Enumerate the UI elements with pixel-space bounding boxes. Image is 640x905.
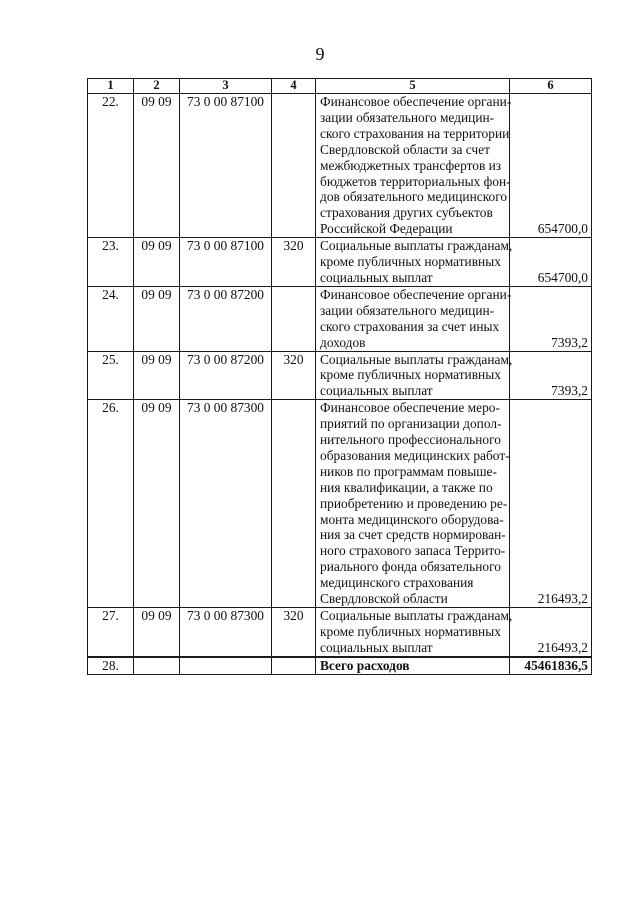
description-line: страхования других субъектов <box>320 205 493 221</box>
header-col-1: 1 <box>88 79 134 94</box>
row-number-cell: 27. <box>88 608 134 657</box>
description-cell <box>316 94 510 238</box>
table-header-row <box>88 79 592 94</box>
row-number-cell: 25. <box>88 351 134 400</box>
header-col-3: 3 <box>180 79 272 94</box>
expense-type-cell: 320 <box>272 238 316 287</box>
target-code-cell: 73 0 00 87100 <box>180 238 272 287</box>
total-row-empty-cell <box>134 657 180 674</box>
row-number-cell: 23. <box>88 238 134 287</box>
total-row-empty-cell <box>272 657 316 674</box>
description-line: социальных выплат <box>320 639 433 655</box>
description-line: зации обязательного медицин- <box>320 302 495 318</box>
description-line: приобретению и проведению ре- <box>320 495 508 511</box>
description-line: медицинского страхования <box>320 575 474 591</box>
amount-cell: 216493,2 <box>510 400 592 608</box>
description-line: ского страхования на территории <box>320 125 510 141</box>
expense-type-cell: 320 <box>272 351 316 400</box>
section-code-cell: 09 09 <box>134 351 180 400</box>
description-line: Социальные выплаты гражданам, <box>320 608 513 623</box>
description-line: кроме публичных нормативных <box>320 623 501 639</box>
header-col-5: 5 <box>316 79 510 94</box>
description-line: социальных выплат <box>320 269 433 285</box>
description-line: нительного профессионального <box>320 432 501 448</box>
amount-cell: 654700,0 <box>510 94 592 238</box>
description-line: ского страхования за счет иных <box>320 318 500 334</box>
total-row-number: 28. <box>88 657 134 674</box>
section-code-cell: 09 09 <box>134 608 180 657</box>
description-cell <box>316 238 513 287</box>
description-cell <box>316 351 513 400</box>
description-line: ного страхового запаса Террито- <box>320 543 506 559</box>
section-code-cell: 09 09 <box>134 94 180 238</box>
description-cell <box>316 400 510 608</box>
total-row <box>88 657 592 674</box>
header-col-6: 6 <box>510 79 592 94</box>
header-col-2: 2 <box>134 79 180 94</box>
section-code-cell: 09 09 <box>134 286 180 351</box>
description-line: бюджетов территориальных фон- <box>320 173 511 189</box>
description-line: ников по программам повыше- <box>320 463 497 479</box>
description-line: ния квалификации, а также по <box>320 479 493 495</box>
expense-type-cell <box>272 94 316 238</box>
amount-cell: 654700,0 <box>510 238 592 287</box>
description-line: ния за счет средств нормирован- <box>320 527 506 543</box>
description-cell <box>316 608 513 657</box>
description-line: межбюджетных трансфертов из <box>320 157 502 173</box>
description-line: социальных выплат <box>320 383 433 399</box>
table-row <box>88 94 592 238</box>
amount-cell: 216493,2 <box>510 608 592 657</box>
description-line: Свердловской области <box>320 591 448 607</box>
target-code-cell: 73 0 00 87100 <box>180 94 272 238</box>
description-line: Российской Федерации <box>320 221 453 237</box>
expense-type-cell <box>272 400 316 608</box>
header-col-4: 4 <box>272 79 316 94</box>
description-line: дов обязательного медицинского <box>320 189 508 205</box>
description-line: кроме публичных нормативных <box>320 254 501 270</box>
description-line: Финансовое обеспечение органи- <box>320 94 512 109</box>
description-line: Социальные выплаты гражданам, <box>320 238 513 254</box>
description-line: монта медицинского оборудова- <box>320 511 504 527</box>
row-number-cell: 24. <box>88 286 134 351</box>
section-code-cell: 09 09 <box>134 238 180 287</box>
expenditure-table <box>87 78 592 675</box>
total-row-amount: 45461836,5 <box>510 657 592 674</box>
description-line: образования медицинских работ- <box>320 447 510 463</box>
description-line: приятий по организации допол- <box>320 416 502 432</box>
description-line: доходов <box>320 334 366 350</box>
description-line: Свердловской области за счет <box>320 141 490 157</box>
description-line: зации обязательного медицин- <box>320 109 495 125</box>
total-row-label: Всего расходов <box>316 657 510 674</box>
table-row <box>88 400 592 608</box>
amount-cell: 7393,2 <box>510 286 592 351</box>
table-row <box>88 286 592 351</box>
total-row-empty-cell <box>180 657 272 674</box>
section-code-cell: 09 09 <box>134 400 180 608</box>
target-code-cell: 73 0 00 87200 <box>180 351 272 400</box>
amount-cell: 7393,2 <box>510 351 592 400</box>
target-code-cell: 73 0 00 87300 <box>180 400 272 608</box>
description-line: Финансовое обеспечение органи- <box>320 286 512 302</box>
target-code-cell: 73 0 00 87300 <box>180 608 272 657</box>
row-number-cell: 22. <box>88 94 134 238</box>
table-body <box>88 94 592 675</box>
table-row <box>88 608 592 657</box>
table-row <box>88 351 592 400</box>
description-line: кроме публичных нормативных <box>320 367 501 383</box>
description-line: Социальные выплаты гражданам, <box>320 351 513 367</box>
description-cell <box>316 286 510 351</box>
expense-type-cell <box>272 286 316 351</box>
description-line: риального фонда обязательного <box>320 559 501 575</box>
table-row <box>88 238 592 287</box>
target-code-cell: 73 0 00 87200 <box>180 286 272 351</box>
description-line: Финансовое обеспечение меро- <box>320 400 500 416</box>
page-number: 9 <box>315 44 325 64</box>
expense-type-cell: 320 <box>272 608 316 657</box>
row-number-cell: 26. <box>88 400 134 608</box>
